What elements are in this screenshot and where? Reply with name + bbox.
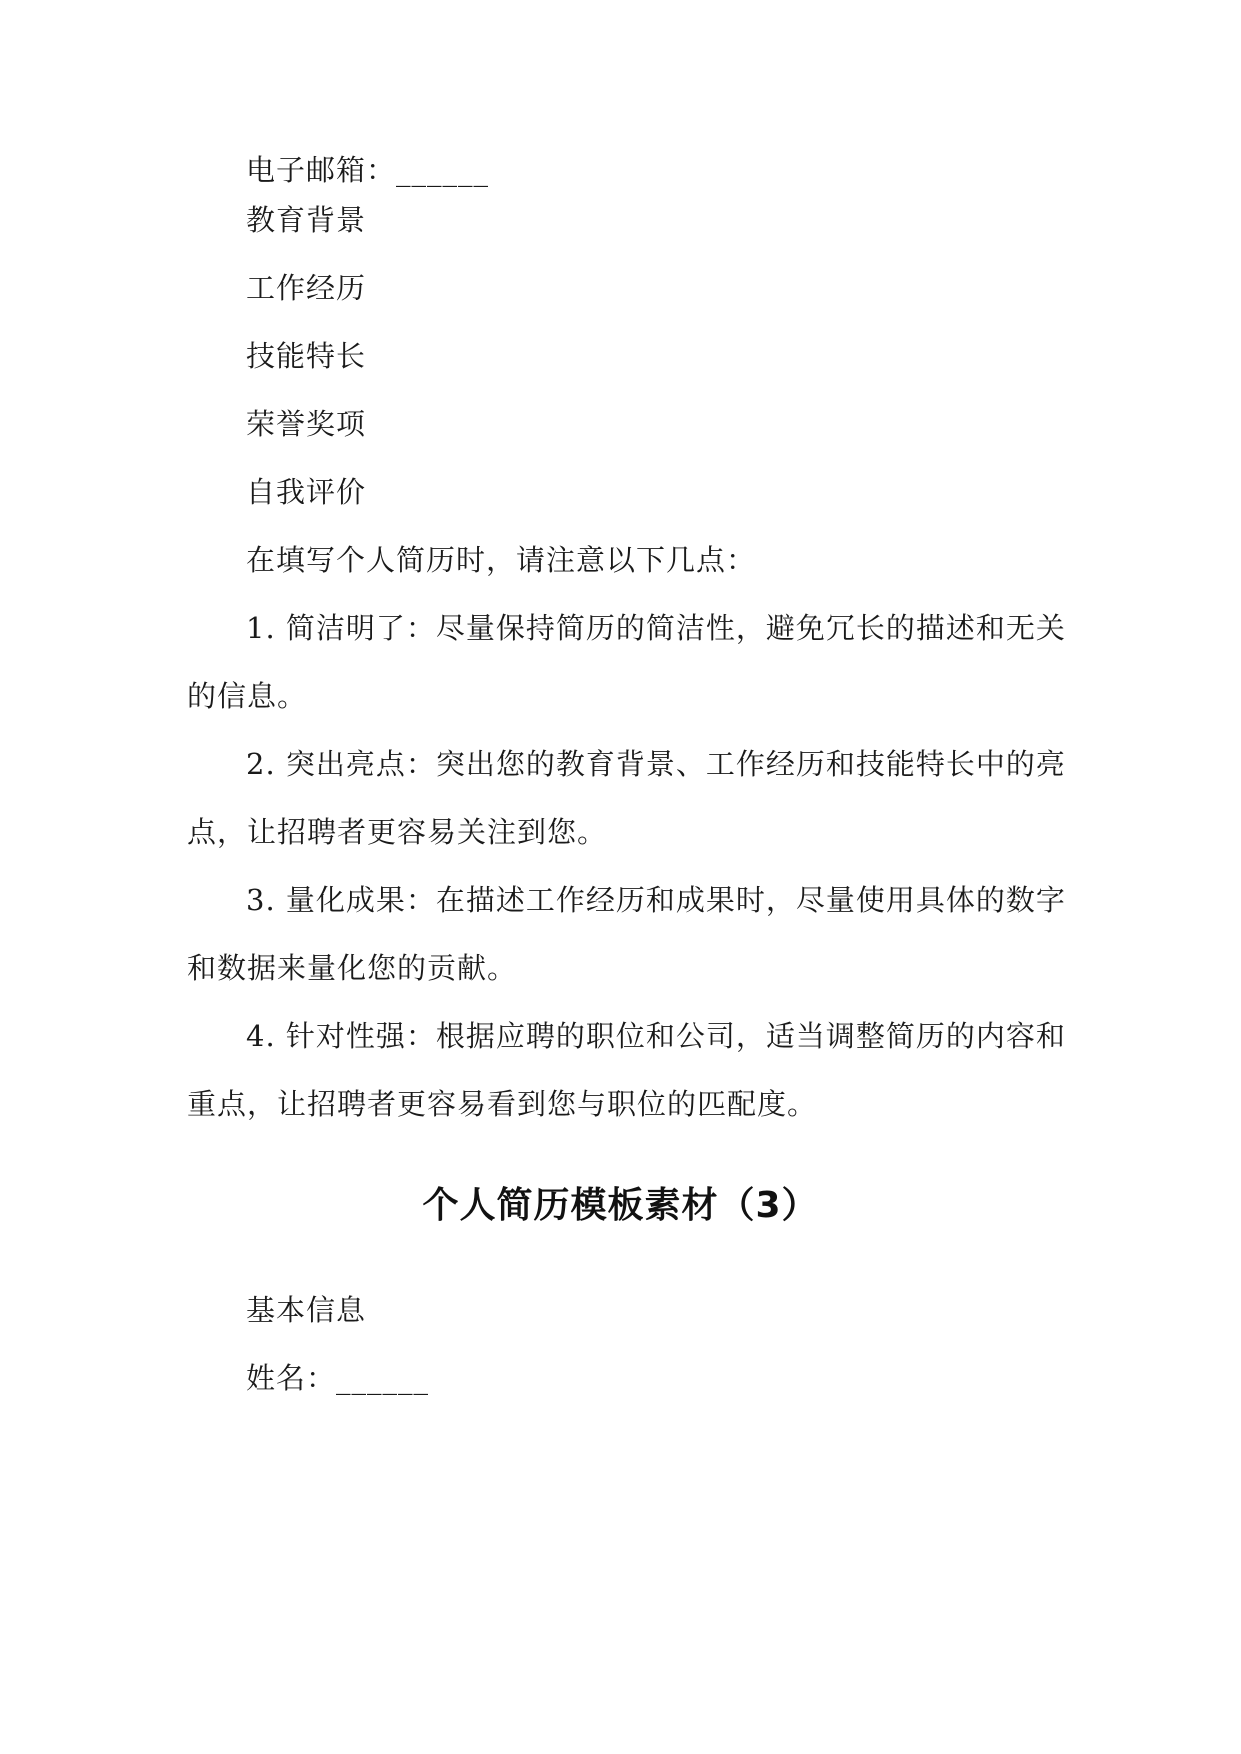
tips-intro: 在填写个人简历时，请注意以下几点： <box>246 543 757 577</box>
tip-4-line-2: 重点，让招聘者更容易看到您与职位的匹配度。 <box>187 1087 818 1121</box>
skills-heading: 技能特长 <box>246 339 367 373</box>
email-line: 电子邮箱：______ <box>246 153 490 187</box>
tip-3-line-1: 3. 量化成果：在描述工作经历和成果时，尽量使用具体的数字 <box>246 883 1066 917</box>
basic-info-heading: 基本信息 <box>246 1293 367 1327</box>
education-heading: 教育背景 <box>246 203 367 237</box>
tip-1-line-2: 的信息。 <box>187 679 308 713</box>
tip-4-line-1: 4. 针对性强：根据应聘的职位和公司，适当调整简历的内容和 <box>246 1019 1066 1053</box>
honors-heading: 荣誉奖项 <box>246 407 367 441</box>
tip-2-line-1: 2. 突出亮点：突出您的教育背景、工作经历和技能特长中的亮 <box>246 747 1066 781</box>
work-heading: 工作经历 <box>246 271 367 305</box>
tip-1-line-1: 1. 简洁明了：尽量保持简历的简洁性，避免冗长的描述和无关 <box>246 611 1066 645</box>
section-3-title: 个人简历模板素材（3） <box>422 1185 819 1226</box>
name-field-line: 姓名：______ <box>246 1361 430 1395</box>
tip-3-line-2: 和数据来量化您的贡献。 <box>187 951 518 985</box>
tip-2-line-2: 点，让招聘者更容易关注到您。 <box>187 815 608 849</box>
self-eval-heading: 自我评价 <box>246 475 367 509</box>
